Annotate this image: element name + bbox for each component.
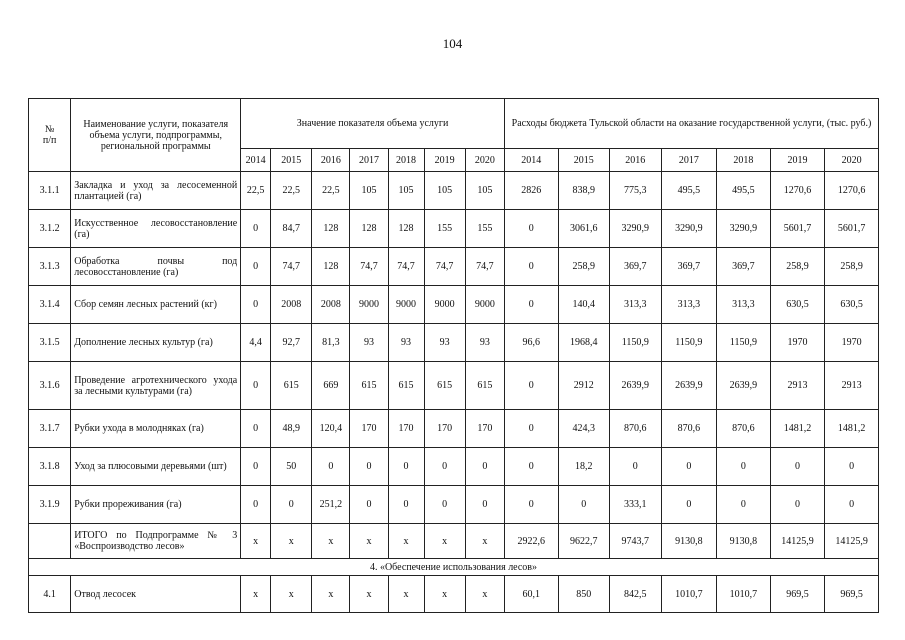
volume-value-cell: х <box>465 576 504 613</box>
volume-year: 2016 <box>312 149 350 172</box>
table-row <box>29 362 879 410</box>
volume-value-cell: 0 <box>465 486 504 524</box>
header-name: Наименование услуги, показателя объема услуги, подпрограммы, региональной программы <box>71 99 241 172</box>
volume-value-cell: 669 <box>312 362 350 410</box>
budget-year: 2018 <box>717 149 771 172</box>
volume-value-cell: 74,7 <box>424 248 465 286</box>
budget-value-cell: 333,1 <box>610 486 662 524</box>
budget-value-cell: 1150,9 <box>610 324 662 362</box>
budget-value-cell: 870,6 <box>610 410 662 448</box>
budget-value-cell: 1270,6 <box>825 172 879 210</box>
budget-value-cell: 0 <box>558 486 610 524</box>
volume-value-cell: 22,5 <box>271 172 312 210</box>
volume-value-cell: 615 <box>465 362 504 410</box>
row-number-cell: 3.1.6 <box>29 362 71 410</box>
volume-value-cell: 0 <box>241 448 271 486</box>
budget-value-cell: 969,5 <box>770 576 825 613</box>
budget-value-cell: 0 <box>504 286 558 324</box>
budget-value-cell: 2826 <box>504 172 558 210</box>
volume-value-cell: 128 <box>388 210 424 248</box>
budget-value-cell: 495,5 <box>661 172 717 210</box>
budget-value-cell: 775,3 <box>610 172 662 210</box>
table-row <box>29 486 879 524</box>
budget-value-cell: 369,7 <box>717 248 771 286</box>
budget-value-cell: 1270,6 <box>770 172 825 210</box>
budget-value-cell: 0 <box>661 486 717 524</box>
row-number-cell: 3.1.1 <box>29 172 71 210</box>
volume-value-cell: 155 <box>424 210 465 248</box>
budget-value-cell: 870,6 <box>717 410 771 448</box>
budget-value-cell: 14125,9 <box>770 524 825 559</box>
budget-value-cell: 1150,9 <box>717 324 771 362</box>
budget-value-cell: 0 <box>504 362 558 410</box>
volume-value-cell: 92,7 <box>271 324 312 362</box>
volume-value-cell: 170 <box>388 410 424 448</box>
row-number-cell: 3.1.5 <box>29 324 71 362</box>
volume-value-cell: 0 <box>241 248 271 286</box>
budget-value-cell: 0 <box>504 410 558 448</box>
header-row <box>29 99 879 149</box>
budget-value-cell: 0 <box>717 486 771 524</box>
row-number-cell: 3.1.4 <box>29 286 71 324</box>
row-name-cell: Уход за плюсовыми деревьями (шт) <box>71 448 241 486</box>
budget-value-cell: 0 <box>504 486 558 524</box>
budget-year: 2019 <box>770 149 825 172</box>
budget-value-cell: 140,4 <box>558 286 610 324</box>
budget-value-cell: 2639,9 <box>661 362 717 410</box>
volume-value-cell: 170 <box>424 410 465 448</box>
table-row <box>29 248 879 286</box>
volume-value-cell: 22,5 <box>241 172 271 210</box>
budget-value-cell: 1481,2 <box>825 410 879 448</box>
volume-value-cell: 0 <box>241 486 271 524</box>
budget-value-cell: 0 <box>825 486 879 524</box>
table-row <box>29 576 879 613</box>
volume-value-cell: 93 <box>350 324 388 362</box>
volume-value-cell: 120,4 <box>312 410 350 448</box>
volume-value-cell: 155 <box>465 210 504 248</box>
row-name-cell: ИТОГО по Подпрограмме № 3 «Воспроизводство лесов» <box>71 524 241 559</box>
volume-value-cell: 48,9 <box>271 410 312 448</box>
budget-value-cell: 630,5 <box>825 286 879 324</box>
total-row <box>29 524 879 559</box>
volume-value-cell: 105 <box>350 172 388 210</box>
volume-value-cell: х <box>465 524 504 559</box>
volume-value-cell: 9000 <box>424 286 465 324</box>
budget-value-cell: 424,3 <box>558 410 610 448</box>
budget-value-cell: 0 <box>717 448 771 486</box>
volume-value-cell: х <box>424 576 465 613</box>
row-number-cell: 4.1 <box>29 576 71 613</box>
volume-value-cell: 74,7 <box>350 248 388 286</box>
row-name-cell: Сбор семян лесных растений (кг) <box>71 286 241 324</box>
volume-value-cell: 0 <box>241 410 271 448</box>
volume-value-cell: 50 <box>271 448 312 486</box>
budget-value-cell: 9130,8 <box>661 524 717 559</box>
volume-value-cell: 84,7 <box>271 210 312 248</box>
budget-year: 2020 <box>825 149 879 172</box>
volume-value-cell: х <box>350 524 388 559</box>
page-number: 104 <box>442 36 463 51</box>
budget-value-cell: 495,5 <box>717 172 771 210</box>
row-number-cell: 3.1.3 <box>29 248 71 286</box>
volume-value-cell: 251,2 <box>312 486 350 524</box>
section-title: 4. «Обеспечение использования лесов» <box>29 559 879 576</box>
budget-value-cell: 313,3 <box>610 286 662 324</box>
volume-value-cell: 93 <box>465 324 504 362</box>
budget-value-cell: 1010,7 <box>717 576 771 613</box>
volume-value-cell: х <box>424 524 465 559</box>
budget-value-cell: 369,7 <box>610 248 662 286</box>
budget-value-cell: 1970 <box>825 324 879 362</box>
volume-value-cell: 170 <box>350 410 388 448</box>
volume-year: 2018 <box>388 149 424 172</box>
volume-year: 2019 <box>424 149 465 172</box>
table-body <box>29 99 879 613</box>
services-table <box>28 98 879 613</box>
volume-value-cell: 0 <box>388 486 424 524</box>
budget-year: 2017 <box>661 149 717 172</box>
budget-value-cell: 0 <box>504 210 558 248</box>
row-number-cell: 3.1.8 <box>29 448 71 486</box>
volume-year: 2020 <box>465 149 504 172</box>
budget-value-cell: 14125,9 <box>825 524 879 559</box>
volume-value-cell: 22,5 <box>312 172 350 210</box>
budget-value-cell: 0 <box>610 448 662 486</box>
volume-value-cell: х <box>388 524 424 559</box>
row-number-cell <box>29 524 71 559</box>
row-name-cell: Закладка и уход за лесосеменной плантацией (га) <box>71 172 241 210</box>
volume-value-cell: 0 <box>350 448 388 486</box>
volume-value-cell: 9000 <box>350 286 388 324</box>
row-number-cell: 3.1.7 <box>29 410 71 448</box>
header-num: № п/п <box>29 99 71 172</box>
volume-value-cell: 74,7 <box>388 248 424 286</box>
budget-value-cell: 5601,7 <box>770 210 825 248</box>
table-row <box>29 286 879 324</box>
budget-value-cell: 870,6 <box>661 410 717 448</box>
row-name-cell: Рубки ухода в молодняках (га) <box>71 410 241 448</box>
section-row <box>29 559 879 576</box>
volume-value-cell: 170 <box>465 410 504 448</box>
budget-value-cell: 9130,8 <box>717 524 771 559</box>
volume-value-cell: х <box>312 576 350 613</box>
volume-value-cell: 93 <box>424 324 465 362</box>
row-number-cell: 3.1.9 <box>29 486 71 524</box>
volume-value-cell: 0 <box>241 210 271 248</box>
volume-value-cell: 0 <box>271 486 312 524</box>
volume-value-cell: х <box>350 576 388 613</box>
budget-value-cell: 313,3 <box>661 286 717 324</box>
budget-value-cell: 9743,7 <box>610 524 662 559</box>
header-budget: Расходы бюджета Тульской области на оказание государственной услуги, (тыс. руб.) <box>504 99 878 149</box>
volume-value-cell: х <box>312 524 350 559</box>
row-name-cell: Отвод лесосек <box>71 576 241 613</box>
table-row <box>29 172 879 210</box>
budget-value-cell: 313,3 <box>717 286 771 324</box>
volume-year: 2017 <box>350 149 388 172</box>
volume-value-cell: 128 <box>350 210 388 248</box>
volume-value-cell: 128 <box>312 210 350 248</box>
volume-value-cell: 615 <box>350 362 388 410</box>
volume-value-cell: 2008 <box>312 286 350 324</box>
budget-year: 2015 <box>558 149 610 172</box>
budget-value-cell: 2639,9 <box>717 362 771 410</box>
budget-value-cell: 838,9 <box>558 172 610 210</box>
budget-value-cell: 969,5 <box>825 576 879 613</box>
budget-value-cell: 258,9 <box>770 248 825 286</box>
budget-value-cell: 2913 <box>770 362 825 410</box>
budget-value-cell: 258,9 <box>825 248 879 286</box>
budget-value-cell: 2913 <box>825 362 879 410</box>
budget-value-cell: 18,2 <box>558 448 610 486</box>
budget-year: 2016 <box>610 149 662 172</box>
volume-value-cell: 615 <box>388 362 424 410</box>
header-volume: Значение показателя объема услуги <box>241 99 505 149</box>
volume-value-cell: 0 <box>241 362 271 410</box>
budget-value-cell: 2912 <box>558 362 610 410</box>
volume-value-cell: х <box>388 576 424 613</box>
table-row <box>29 410 879 448</box>
table-row <box>29 324 879 362</box>
volume-value-cell: 4,4 <box>241 324 271 362</box>
budget-value-cell: 1970 <box>770 324 825 362</box>
budget-value-cell: 3290,9 <box>610 210 662 248</box>
row-name-cell: Искусственное лесовосстановление (га) <box>71 210 241 248</box>
budget-value-cell: 9622,7 <box>558 524 610 559</box>
budget-value-cell: 1481,2 <box>770 410 825 448</box>
volume-value-cell: х <box>241 524 271 559</box>
budget-value-cell: 5601,7 <box>825 210 879 248</box>
budget-value-cell: 2922,6 <box>504 524 558 559</box>
table-row <box>29 210 879 248</box>
budget-value-cell: 0 <box>770 486 825 524</box>
volume-value-cell: 615 <box>271 362 312 410</box>
volume-value-cell: 9000 <box>465 286 504 324</box>
row-name-cell: Обработка почвы под лесовосстановление (га) <box>71 248 241 286</box>
volume-year: 2015 <box>271 149 312 172</box>
volume-value-cell: х <box>271 524 312 559</box>
budget-value-cell: 60,1 <box>504 576 558 613</box>
volume-year: 2014 <box>241 149 271 172</box>
budget-value-cell: 2639,9 <box>610 362 662 410</box>
budget-value-cell: 0 <box>504 448 558 486</box>
volume-value-cell: 74,7 <box>465 248 504 286</box>
budget-value-cell: 3290,9 <box>661 210 717 248</box>
budget-value-cell: 1150,9 <box>661 324 717 362</box>
row-name-cell: Дополнение лесных культур (га) <box>71 324 241 362</box>
budget-value-cell: 630,5 <box>770 286 825 324</box>
volume-value-cell: 0 <box>388 448 424 486</box>
volume-value-cell: 105 <box>465 172 504 210</box>
volume-value-cell: х <box>241 576 271 613</box>
budget-value-cell: 3290,9 <box>717 210 771 248</box>
volume-value-cell: 9000 <box>388 286 424 324</box>
budget-value-cell: 0 <box>825 448 879 486</box>
volume-value-cell: 0 <box>465 448 504 486</box>
volume-value-cell: х <box>271 576 312 613</box>
volume-value-cell: 2008 <box>271 286 312 324</box>
budget-value-cell: 369,7 <box>661 248 717 286</box>
volume-value-cell: 0 <box>424 448 465 486</box>
budget-value-cell: 842,5 <box>610 576 662 613</box>
budget-value-cell: 3061,6 <box>558 210 610 248</box>
volume-value-cell: 105 <box>424 172 465 210</box>
volume-value-cell: 0 <box>350 486 388 524</box>
budget-value-cell: 96,6 <box>504 324 558 362</box>
budget-value-cell: 1010,7 <box>661 576 717 613</box>
budget-value-cell: 0 <box>504 248 558 286</box>
budget-year: 2014 <box>504 149 558 172</box>
volume-value-cell: 128 <box>312 248 350 286</box>
budget-value-cell: 258,9 <box>558 248 610 286</box>
row-number-cell: 3.1.2 <box>29 210 71 248</box>
budget-value-cell: 0 <box>770 448 825 486</box>
volume-value-cell: 105 <box>388 172 424 210</box>
budget-value-cell: 1968,4 <box>558 324 610 362</box>
volume-value-cell: 0 <box>424 486 465 524</box>
table-row <box>29 448 879 486</box>
volume-value-cell: 93 <box>388 324 424 362</box>
volume-value-cell: 0 <box>241 286 271 324</box>
row-name-cell: Проведение агротехнического ухода за лесными культурами (га) <box>71 362 241 410</box>
volume-value-cell: 615 <box>424 362 465 410</box>
budget-value-cell: 850 <box>558 576 610 613</box>
volume-value-cell: 0 <box>312 448 350 486</box>
budget-value-cell: 0 <box>661 448 717 486</box>
volume-value-cell: 74,7 <box>271 248 312 286</box>
row-name-cell: Рубки прореживания (га) <box>71 486 241 524</box>
volume-value-cell: 81,3 <box>312 324 350 362</box>
